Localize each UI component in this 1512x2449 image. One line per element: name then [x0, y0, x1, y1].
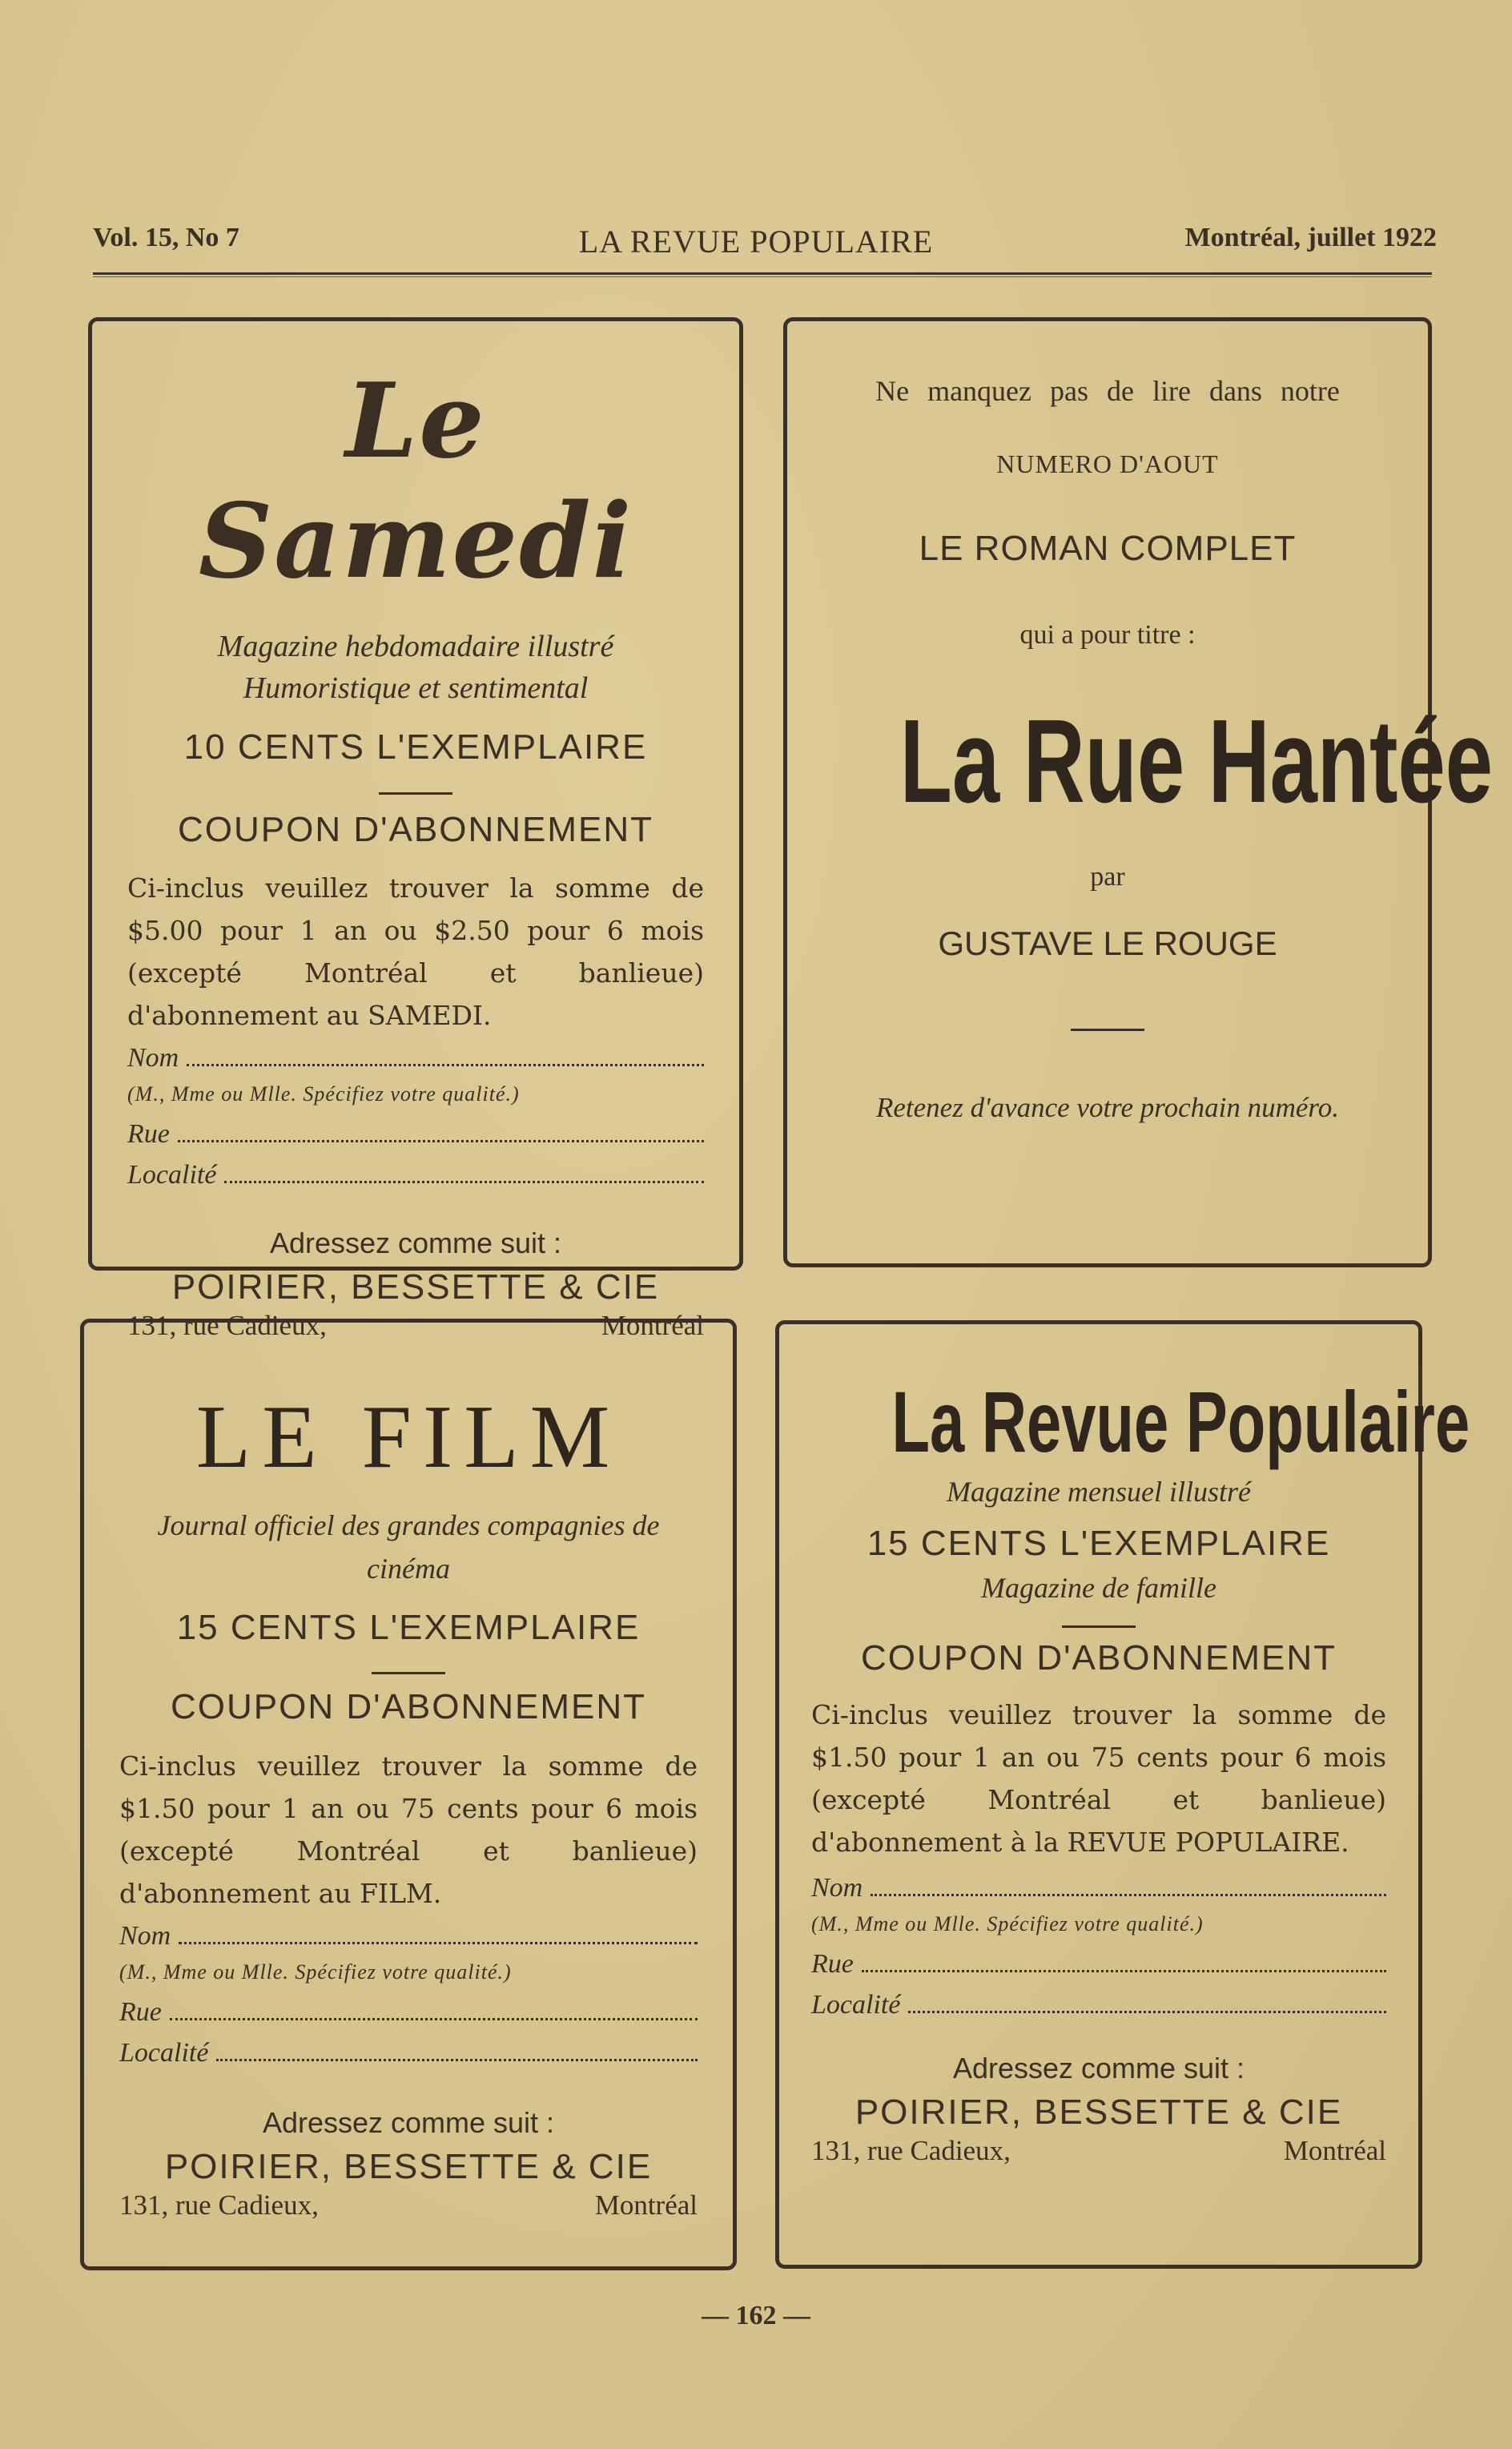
film-name-line	[179, 1919, 698, 1944]
film-subtitle: Journal officiel des grandes compagnies de cinéma	[157, 1509, 660, 1585]
revue-ad	[775, 1320, 1470, 2269]
revue-name-label: Nom	[811, 1873, 863, 1903]
film-ad	[80, 1319, 737, 2270]
film-street: 131, rue Cadieux,	[119, 2189, 319, 2221]
announcement-line-4: qui a pour titre :	[1019, 620, 1196, 650]
film-name-field[interactable]	[119, 1919, 698, 1960]
film-locality-field[interactable]	[119, 2036, 698, 2077]
announcement-line-2: NUMERO D'AOUT	[996, 449, 1219, 478]
film-title-note: (M., Mme ou Mlle. Spécifiez votre qualité.)	[119, 1960, 512, 1984]
revue-coupon-body: Ci-inclus veuillez trouver la somme de $1.50 pour 1 an ou 75 cents pour 6 mois (excepté Montréal et banlieue) d'abonnement à la REVUE POPULAIRE.	[811, 1699, 1386, 1858]
revue-name-line	[871, 1871, 1386, 1896]
samedi-street: 131, rue Cadieux,	[127, 1310, 327, 1341]
samedi-street-line	[178, 1118, 704, 1142]
film-address-row	[119, 2189, 698, 2221]
announcement-by: par	[1090, 862, 1125, 892]
film-coupon-body: Ci-inclus veuillez trouver la somme de $1.50 pour 1 an ou 75 cents pour 6 mois (excepté Montréal et banlieue) d'abonnement au FILM.	[119, 1750, 698, 1909]
film-divider	[372, 1672, 445, 1674]
announcement-closing: Retenez d'avance votre prochain numéro.	[876, 1092, 1339, 1123]
revue-address-intro: Adressez comme suit :	[952, 2052, 1245, 2084]
revue-locality-line	[908, 1988, 1386, 2013]
announcement-divider	[1071, 1029, 1144, 1031]
volume-number: Vol. 15, No 7	[93, 223, 239, 252]
samedi-subtitle-1: Magazine hebdomadaire illustré	[217, 630, 614, 663]
revue-street: 131, rue Cadieux,	[811, 2135, 1011, 2166]
revue-street-field[interactable]	[811, 1948, 1386, 1988]
samedi-name-field[interactable]	[127, 1041, 704, 1082]
samedi-coupon-body: Ci-inclus veuillez trouver la somme de $5.00 pour 1 an ou $2.50 pour 6 mois (excepté Montréal et banlieue) d'abonnement au SAMEDI.	[127, 872, 704, 1031]
film-locality-label: Localité	[119, 2038, 209, 2068]
revue-street-label: Rue	[811, 1949, 854, 1979]
samedi-logo: Le Samedi	[198, 361, 633, 602]
page-number: — 162 —	[702, 2301, 810, 2330]
revue-divider	[1062, 1625, 1136, 1628]
samedi-address-intro: Adressez comme suit :	[269, 1227, 562, 1259]
samedi-locality-label: Localité	[127, 1160, 217, 1190]
samedi-subtitle-2: Humoristique et sentimental	[243, 671, 589, 705]
revue-subtitle-2: Magazine de famille	[981, 1572, 1216, 1604]
novel-title: La Rue Hantée	[899, 695, 1494, 828]
revue-coupon-title: COUPON D'ABONNEMENT	[861, 1638, 1337, 1678]
novel-author: GUSTAVE LE ROUGE	[938, 924, 1277, 962]
film-street-field[interactable]	[119, 1996, 698, 2036]
samedi-company: POIRIER, BESSETTE & CIE	[171, 1267, 660, 1307]
announcement-ad	[783, 317, 1494, 1267]
announcement-line-3: LE ROMAN COMPLET	[919, 529, 1297, 568]
film-address-intro: Adressez comme suit :	[262, 2106, 555, 2139]
revue-logo: La Revue Populaire	[891, 1373, 1470, 1470]
samedi-locality-line	[224, 1158, 704, 1183]
samedi-street-label: Rue	[127, 1119, 170, 1149]
samedi-coupon-title: COUPON D'ABONNEMENT	[178, 810, 653, 849]
revue-subtitle-1: Magazine mensuel illustré	[947, 1476, 1251, 1508]
samedi-ad	[88, 317, 743, 1341]
revue-street-line	[862, 1948, 1386, 1972]
samedi-name-line	[187, 1041, 704, 1066]
film-locality-line	[216, 2036, 698, 2061]
header-rule-thin	[93, 276, 1432, 277]
samedi-street-field[interactable]	[127, 1118, 704, 1158]
revue-name-field[interactable]	[811, 1871, 1386, 1912]
samedi-title-note: (M., Mme ou Mlle. Spécifiez votre qualité.)	[127, 1082, 520, 1106]
revue-price: 15 CENTS L'EXEMPLAIRE	[867, 1524, 1331, 1563]
film-street-label: Rue	[119, 1997, 162, 2027]
revue-locality-label: Localité	[811, 1990, 901, 2020]
film-name-label: Nom	[119, 1921, 171, 1951]
announcement-line-1: Ne manquez pas de lire dans notre	[875, 375, 1340, 407]
film-street-line	[170, 1996, 698, 2020]
samedi-price: 10 CENTS L'EXEMPLAIRE	[183, 727, 648, 767]
film-city: Montréal	[594, 2189, 698, 2221]
header-rule	[93, 272, 1432, 275]
revue-locality-field[interactable]	[811, 1988, 1386, 2029]
samedi-divider	[379, 792, 452, 795]
samedi-name-label: Nom	[127, 1043, 179, 1073]
magazine-title: LA REVUE POPULAIRE	[578, 224, 934, 260]
film-company: POIRIER, BESSETTE & CIE	[164, 2147, 653, 2186]
film-logo: LE FILM	[195, 1388, 621, 1487]
samedi-city: Montréal	[601, 1310, 704, 1341]
revue-title-note: (M., Mme ou Mlle. Spécifiez votre qualité.)	[811, 1912, 1204, 1935]
dateline: Montréal, juillet 1922	[1184, 223, 1437, 252]
revue-company: POIRIER, BESSETTE & CIE	[855, 2093, 1343, 2132]
film-coupon-title: COUPON D'ABONNEMENT	[171, 1687, 646, 1726]
samedi-locality-field[interactable]	[127, 1158, 704, 1199]
film-price: 15 CENTS L'EXEMPLAIRE	[176, 1608, 641, 1647]
revue-city: Montréal	[1283, 2135, 1386, 2166]
revue-address-row	[811, 2135, 1386, 2167]
